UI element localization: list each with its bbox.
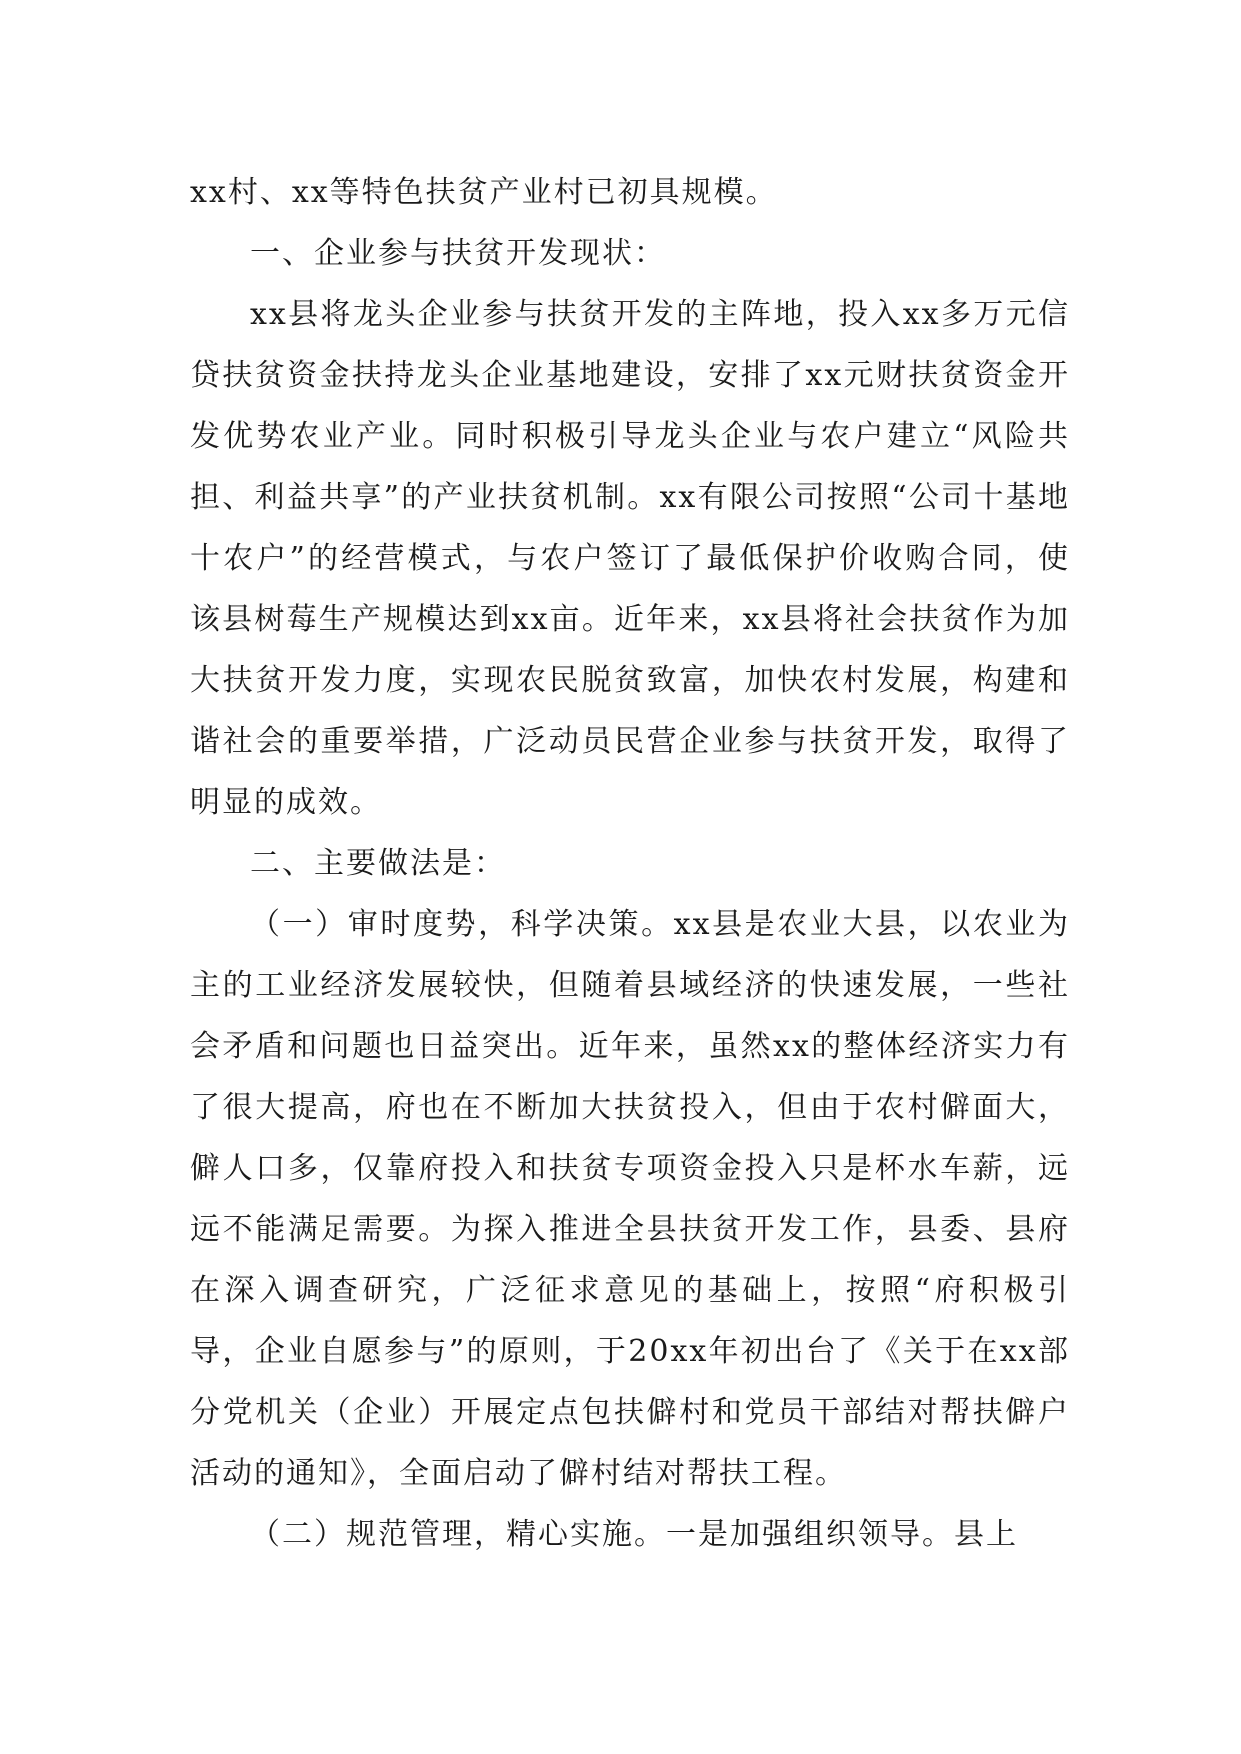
section-heading-2: 二、主要做法是： [250,846,506,881]
section-heading-1: 一、企业参与扶贫开发现状： [250,236,666,271]
paragraph-method-1: （一）审时度势，科学决策。xx县是农业大县，以农业为主的工业经济发展较快，但随着县域经济的快速发展，一些社会矛盾和问题也日益突出。近年来，虽然xx的整体经济实力有了很大提高，府也在不断加大扶贫投入，但由于农村僻面大，僻人口多，仅靠府投入和扶贫专项资金投入只是杯水车薪，远远不能满足需要。为探入推进全县扶贫开发工作，县委、县府在深入调查研究，广泛征求意见的基础上，按照“府积极引导，企业自愿参与”的原则，于20xx年初出台了《关于在xx部分党机关（企业）开展定点包扶僻村和党员干部结对帮扶僻户活动的通知》，全面启动了僻村结对帮扶工程。 [190,907,1070,1491]
paragraph-method-2: （二）规范管理，精心实施。一是加强组织领导。县上 [250,1517,1018,1552]
document-body [190,162,1070,1565]
paragraph-status: xx县将龙头企业参与扶贫开发的主阵地，投入xx多万元信贷扶贫资金扶持龙头企业基地建设，安排了xx元财扶贫资金开发优势农业产业。同时积极引导龙头企业与农户建立“风险共担、利益共享”的产业扶贫机制。xx有限公司按照“公司十基地十农户”的经营模式，与农户签订了最低保护价收购合同，使该县树莓生产规模达到xx亩。近年来，xx县将社会扶贫作为加大扶贫开发力度，实现农民脱贫致富，加快农村发展，构建和谐社会的重要举措，广泛动员民营企业参与扶贫开发，取得了明显的成效。 [190,297,1070,820]
paragraph-continuation: xx村、xx等特色扶贫产业村已初具规模。 [190,175,778,210]
